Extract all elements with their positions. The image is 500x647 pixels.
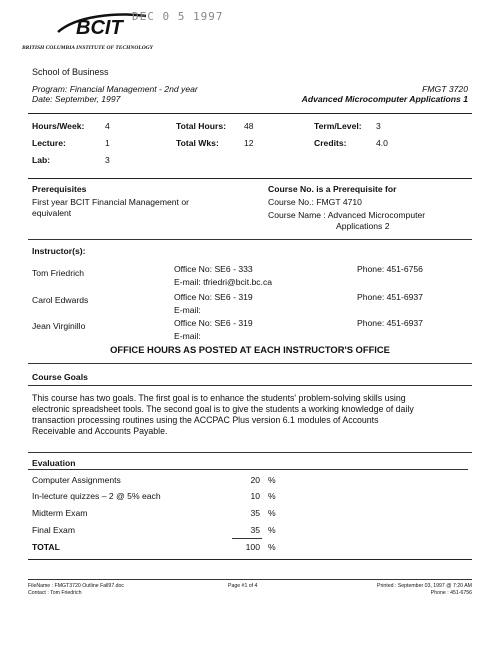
evaluation-heading: Evaluation [32, 458, 76, 468]
evaluation-total-unit: % [268, 542, 276, 552]
total-underline [232, 538, 262, 539]
prerequisite-for-heading: Course No. is a Prerequisite for [268, 184, 397, 194]
divider [28, 469, 468, 470]
total-wks-label: Total Wks: [176, 138, 219, 148]
divider [28, 559, 472, 560]
footer-phone: Phone : 451-6756 [430, 590, 472, 596]
total-wks-value: 12 [244, 138, 254, 148]
instructor-email: E-mail: [174, 305, 201, 315]
lecture-label: Lecture: [32, 138, 66, 148]
school-name: School of Business [32, 67, 109, 77]
evaluation-item: Final Exam [32, 525, 75, 535]
instructor-phone: Phone: 451-6756 [357, 264, 423, 274]
term-level-value: 3 [376, 121, 381, 131]
instructor-name: Jean Virginillo [32, 321, 86, 331]
instructor-office: Office No: SE6 - 319 [174, 292, 253, 302]
lab-label: Lab: [32, 155, 51, 165]
credits-value: 4.0 [376, 138, 388, 148]
prerequisites-text: equivalent [32, 208, 72, 218]
evaluation-value: 20 [250, 475, 260, 485]
logo-text: BCIT [76, 17, 123, 39]
prerequisites-heading: Prerequisites [32, 184, 87, 194]
course-goals-text: This course has two goals. The first goal is to enhance the students' problem-solving skills using [32, 393, 406, 403]
instructor-email: E-mail: [174, 331, 201, 341]
instructor-email: E-mail: tfriedri@bcit.bc.ca [174, 277, 273, 287]
program-line: Program: Financial Management - 2nd year [32, 84, 198, 94]
evaluation-value: 35 [250, 508, 260, 518]
course-goals-text: Receivable and Accounts Payable. [32, 426, 168, 436]
divider [28, 178, 472, 179]
instructor-office: Office No: SE6 - 333 [174, 264, 253, 274]
course-code: FMGT 3720 [422, 84, 468, 94]
course-name: Advanced Microcomputer Applications 1 [301, 94, 468, 104]
course-goals-text: transaction processing routines using the ACCPAC Plus version 6.1 modules of Accounts [32, 415, 379, 425]
lab-value: 3 [105, 155, 110, 165]
next-course-number: Course No.: FMGT 4710 [268, 197, 362, 207]
lecture-value: 1 [105, 138, 110, 148]
footer-page: Page #1 of 4 [228, 583, 258, 589]
instructor-name: Tom Friedrich [32, 268, 85, 278]
evaluation-item: In-lecture quizzes – 2 @ 5% each [32, 491, 161, 501]
instructor-office: Office No: SE6 - 319 [174, 318, 253, 328]
course-goals-text: electronic spreadsheet tools. The second goal is to give the students a working knowledge of daily [32, 404, 414, 414]
evaluation-item: Computer Assignments [32, 475, 121, 485]
total-hours-value: 48 [244, 121, 254, 131]
evaluation-value: 10 [250, 491, 260, 501]
prerequisites-text: First year BCIT Financial Management or [32, 197, 189, 207]
footer-contact: Contact : Tom Friedrich [28, 590, 82, 596]
instructor-name: Carol Edwards [32, 295, 89, 305]
divider [28, 363, 472, 364]
office-hours-notice: OFFICE HOURS AS POSTED AT EACH INSTRUCTOR'S OFFICE [110, 344, 390, 355]
received-stamp: DEC 0 5 1997 [132, 10, 224, 23]
evaluation-unit: % [268, 525, 276, 535]
divider [28, 239, 472, 240]
footer-printed: Printed : September 03, 1997 @ 7:20 AM [377, 583, 472, 589]
evaluation-unit: % [268, 475, 276, 485]
course-goals-heading: Course Goals [32, 372, 88, 382]
instructor-phone: Phone: 451-6937 [357, 318, 423, 328]
next-course-name: Applications 2 [336, 221, 390, 231]
evaluation-item: Midterm Exam [32, 508, 88, 518]
footer-filename: FileName : FMGT3720 Outline Fall97.doc [28, 583, 125, 589]
divider [28, 452, 472, 453]
next-course-name: Course Name : Advanced Microcomputer [268, 210, 426, 220]
evaluation-total-value: 100 [245, 542, 260, 552]
instructors-heading: Instructor(s): [32, 246, 86, 256]
hours-week-value: 4 [105, 121, 110, 131]
evaluation-value: 35 [250, 525, 260, 535]
evaluation-total-label: TOTAL [32, 542, 60, 552]
evaluation-unit: % [268, 508, 276, 518]
term-level-label: Term/Level: [314, 121, 362, 131]
institute-name: BRITISH COLUMBIA INSTITUTE OF TECHNOLOGY [22, 45, 154, 51]
instructor-phone: Phone: 451-6937 [357, 292, 423, 302]
footer-rule [28, 579, 472, 580]
total-hours-label: Total Hours: [176, 121, 226, 131]
evaluation-unit: % [268, 491, 276, 501]
divider [28, 113, 472, 114]
date-line: Date: September, 1997 [32, 94, 121, 104]
hours-week-label: Hours/Week: [32, 121, 85, 131]
divider [28, 385, 472, 386]
credits-label: Credits: [314, 138, 347, 148]
